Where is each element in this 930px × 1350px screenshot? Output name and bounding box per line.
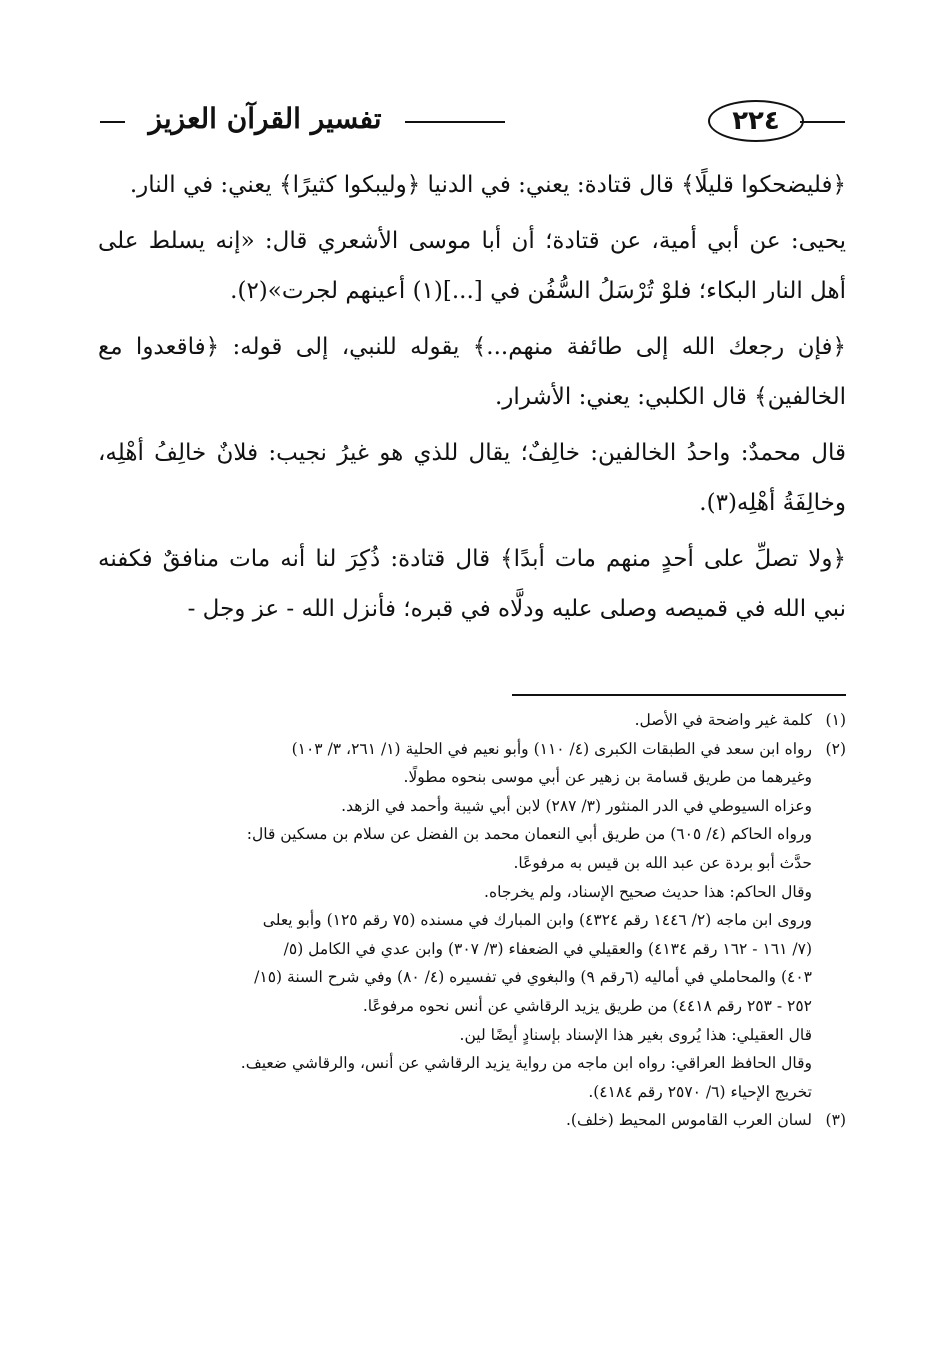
footnote-3 bbox=[100, 1106, 846, 1135]
paragraph: يحيى: عن أبي أمية، عن قتادة؛ أن أبا موسى الأشعري قال: «إنه يسلط على أهل النار البكاء؛ فلوْ تُرْسَلُ السُّفُن في [...](١) أعينهم لجرت»(٢). bbox=[98, 228, 846, 304]
footnote-number: (٢) bbox=[825, 739, 846, 758]
paragraph: ﴿فإن رجعك الله إلى طائفة منهم...﴾ يقوله للنبي، إلى قوله: ﴿فاقعدوا مع الخالفين﴾ قال الكلبي: يعني: الأشرار. bbox=[98, 334, 846, 410]
footnote-line: وعزاه السيوطي في الدر المنثور (٣/ ٢٨٧) لابن أبي شيبة وأحمد في الزهد. bbox=[341, 796, 812, 815]
footnote-line: حدَّث أبو بردة عن عبد الله بن قيس به مرفوعًا. bbox=[513, 853, 812, 872]
page-number: ٢٢٤ bbox=[708, 100, 804, 142]
paragraph: ﴿ولا تصلِّ على أحدٍ منهم مات أبدًا﴾ قال قتادة: ذُكِرَ لنا أنه مات منافقٌ فكفنه نبي الله في قميصه وصلى عليه ودلَّاه في قبره؛ فأنزل الله - عز وجل - bbox=[98, 546, 846, 622]
footnote-text: كلمة غير واضحة في الأصل. bbox=[634, 711, 812, 729]
footnotes bbox=[100, 706, 846, 1135]
footnote-2 bbox=[100, 735, 846, 1107]
paragraph: قال محمدٌ: واحدُ الخالفين: خالِفٌ؛ يقال للذي هو غيرُ نجيب: فلانٌ خالِفُ أهْلِه، وخالِفَةُ أهْلِه(٣). bbox=[98, 440, 846, 516]
footnote-line: ٢٥٢ - ٢٥٣ رقم ٤٤١٨) من طريق يزيد الرقاشي عن أنس نحوه مرفوعًا. bbox=[362, 996, 812, 1015]
main-text bbox=[98, 160, 846, 640]
footnote-line: رواه ابن سعد في الطبقات الكبرى (٤/ ١١٠) وأبو نعيم في الحلية (١/ ٢٦١، ٣/ ١٠٣) bbox=[291, 739, 812, 758]
footnote-line: وروى ابن ماجه (٢/ ١٤٤٦ رقم ٤٣٢٤) وابن المبارك في مسنده (٧٥ رقم ١٢٥) وأبو يعلى bbox=[262, 911, 812, 930]
footnote-line: وقال الحافظ العراقي: رواه ابن ماجه من رواية يزيد الرقاشي عن أنس، والرقاشي ضعيف. bbox=[240, 1054, 812, 1073]
footnote-line: وقال الحاكم: هذا حديث صحيح الإسناد، ولم يخرجاه. bbox=[484, 882, 812, 901]
footnote-line: تخريج الإحياء (٦/ ٢٥٧٠ رقم ٤١٨٤). bbox=[588, 1082, 812, 1101]
footnote-line: ورواه الحاكم (٤/ ٦٠٥) من طريق أبي النعمان محمد بن الفضل عن سلام بن مسكين قال: bbox=[246, 825, 812, 844]
footnote-text: لسان العرب القاموس المحيط (خلف). bbox=[565, 1111, 812, 1130]
footnote-number: (١) bbox=[825, 711, 846, 729]
footnote-line: قال العقيلي: هذا يُروى بغير هذا الإسناد بإسنادٍ أيضًا لين. bbox=[459, 1025, 812, 1044]
footnote-line: ٤٠٣) والمحاملي في أماليه (٦رقم ٩) والبغوي في تفسيره (٤/ ٨٠) وفي شرح السنة (١٥/ bbox=[254, 968, 812, 987]
footnote-separator bbox=[512, 694, 846, 696]
paragraph: ﴿فليضحكوا قليلًا﴾ قال قتادة: يعني: في الدنيا ﴿وليبكوا كثيرًا﴾ يعني: في النار. bbox=[129, 172, 846, 198]
header-rule-middle bbox=[405, 121, 505, 123]
running-header bbox=[100, 96, 845, 146]
running-title: تفسير القرآن العزيز bbox=[148, 102, 382, 135]
footnote-line: وغيرهما من طريق قسامة بن زهير عن أبي موسى بنحوه مطولًا. bbox=[403, 768, 812, 787]
footnote-number: (٣) bbox=[825, 1111, 846, 1130]
footnote-1 bbox=[100, 706, 846, 735]
footnote-line: (٧/ ١٦١ - ١٦٢ رقم ٤١٣٤) والعقيلي في الضعفاء (٣/ ٣٠٧) وابن عدي في الكامل (٥/ bbox=[283, 939, 812, 958]
header-rule-left bbox=[100, 121, 125, 123]
header-rule-right bbox=[800, 121, 845, 123]
